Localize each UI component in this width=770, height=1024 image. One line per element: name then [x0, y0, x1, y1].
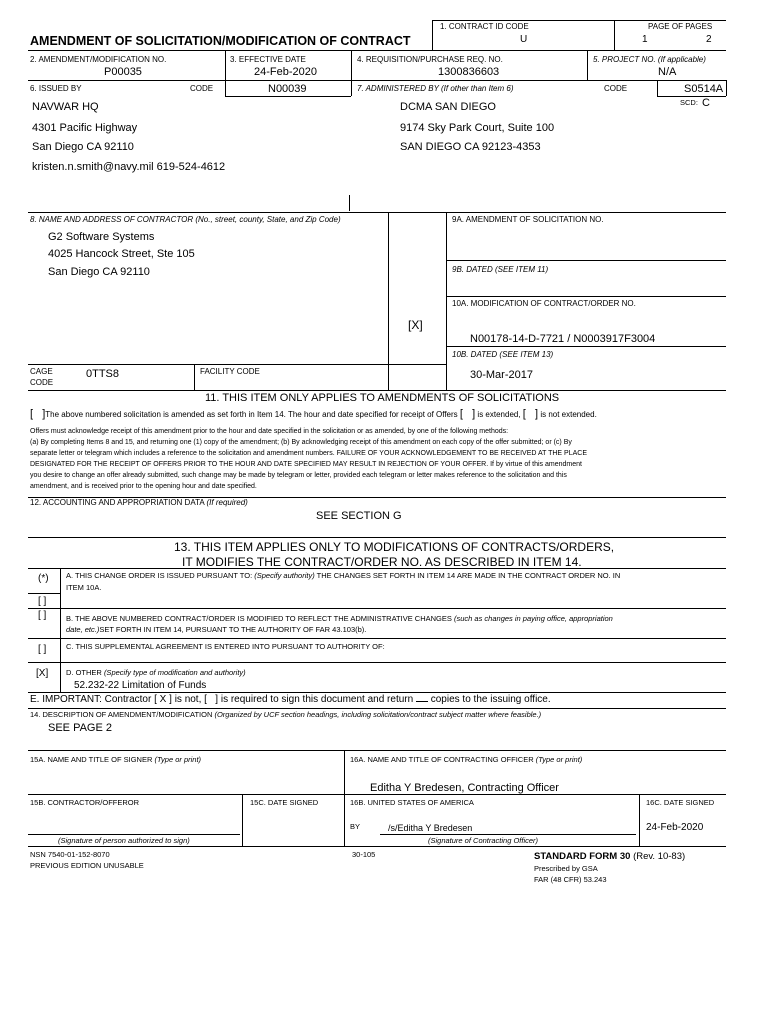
item-e-line: [30, 694, 551, 705]
item11-text-a: The above numbered solicitation is amended as set forth in Item 14. The hour and date specified for receipt of Offers: [45, 410, 458, 419]
contractor-line: San Diego CA 92110: [48, 266, 150, 278]
item13-a-italic: (Specify authority): [254, 571, 315, 580]
item13-a-line2: ITEM 10A.: [66, 583, 102, 592]
item13-b-mark[interactable]: [ ]: [38, 610, 47, 621]
item13-a-post: THE CHANGES SET FORTH IN ITEM 14 ARE MADE IN THE CONTRACT ORDER NO. IN: [316, 571, 621, 580]
box9b-label: 9B. DATED (SEE ITEM 11): [452, 265, 549, 274]
item11-body-line: (a) By completing Items 8 and 15, and returning one (1) copy of the amendment; (b) By acknowledging receipt of this amendment on each copy of the offer submitted; or (c) By: [30, 439, 572, 446]
item12-label: [30, 498, 248, 507]
box10a-value: N00178-14-D-7721 / N0003917F3004: [470, 333, 656, 345]
item14-value: SEE PAGE 2: [48, 722, 112, 734]
box15a-label-italic: (Type or print): [154, 755, 202, 764]
scd-value: C: [702, 97, 710, 109]
item12-label-italic: (If required): [206, 498, 248, 507]
sf-title-bold: STANDARD FORM 30: [534, 851, 631, 862]
item13-title-2: IT MODIFIES THE CONTRACT/ORDER NO. AS DESCRIBED IN ITEM 14.: [182, 555, 582, 569]
box10a-checkbox[interactable]: [X]: [408, 318, 423, 332]
item14-label-italic: (Organized by UCF section headings, including solicitation/contract subject matter where feasible.): [214, 710, 542, 719]
box7-code-value: S0514A: [684, 83, 724, 95]
item13-c-text: C. THIS SUPPLEMENTAL AGREEMENT IS ENTERED INTO PURSUANT TO AUTHORITY OF:: [66, 642, 385, 651]
item13-b-pre: B. THE ABOVE NUMBERED CONTRACT/ORDER IS MODIFIED TO REFLECT THE ADMINISTRATIVE CHANGES: [66, 614, 452, 623]
sf-title-rev: (Rev. 10-83): [633, 851, 686, 862]
item13-b-line2: [66, 625, 366, 634]
box3-value: 24-Feb-2020: [254, 66, 317, 78]
box6-code-value: N00039: [268, 83, 307, 95]
sig15-caption: (Signature of person authorized to sign): [58, 836, 190, 845]
item13-title-1: 13. THIS ITEM APPLIES ONLY TO MODIFICATIONS OF CONTRACTS/ORDERS,: [174, 540, 615, 554]
item13-a-mark[interactable]: (*): [38, 573, 49, 584]
box8-label: 8. NAME AND ADDRESS OF CONTRACTOR (No., street, county, State, and Zip Code): [30, 215, 341, 224]
box7-label: 7. ADMINISTERED BY (If other than Item 6): [357, 84, 514, 93]
administrator-line: SAN DIEGO CA 92123-4353: [400, 141, 541, 153]
box4-label: 4. REQUISITION/PURCHASE REQ. NO.: [357, 55, 503, 64]
contractor-line: 4025 Hancock Street, Ste 105: [48, 248, 195, 260]
not-extended-checkbox[interactable]: [ ]: [522, 408, 539, 420]
box16a-label: [350, 755, 582, 764]
item13-b-line2-italic: date, etc.): [66, 625, 100, 634]
item13-blank-mark[interactable]: [ ]: [38, 596, 47, 607]
item13-a-pre: A. THIS CHANGE ORDER IS ISSUED PURSUANT TO:: [66, 571, 253, 580]
box5-label: 5. PROJECT NO. (If applicable): [593, 55, 706, 64]
box10b-label: 10B. DATED (SEE ITEM 13): [452, 350, 554, 359]
box2-value: P00035: [104, 66, 142, 78]
box1-label: 1. CONTRACT ID CODE: [440, 22, 529, 31]
box4-value: 1300836603: [438, 66, 500, 78]
contractor-is-mark: X: [159, 694, 167, 705]
item13-d-italic: (Specify type of modification and authority): [103, 668, 246, 677]
extended-checkbox[interactable]: [ ]: [459, 408, 476, 420]
cage-value: 0TTS8: [86, 368, 120, 380]
administrator-line: DCMA SAN DIEGO: [400, 101, 496, 113]
by-signature: /s/Editha Y Bredesen: [388, 823, 473, 833]
cage-label-2: CODE: [30, 378, 54, 387]
item13-b-line2-text: SET FORTH IN ITEM 14, PURSUANT TO THE AUTHORITY OF FAR 43.103(b).: [99, 625, 367, 634]
item11-body-line: you desire to change an offer already submitted, such change may be made by telegram or letter, provided each telegram or letter makes reference to the solicitation and this: [30, 472, 567, 479]
nsn: NSN 7540-01-152-8070: [30, 850, 110, 859]
facility-label: FACILITY CODE: [200, 367, 260, 376]
item11-checkbox[interactable]: [ ]: [30, 408, 46, 420]
issuer-line: San Diego CA 92110: [32, 141, 134, 153]
form-title: AMENDMENT OF SOLICITATION/MODIFICATION OF CONTRACT: [30, 34, 411, 48]
form-number: 30-105: [352, 850, 376, 859]
scd-label: SCD:: [680, 98, 698, 107]
item13-b-text: [66, 614, 613, 623]
previous-edition: PREVIOUS EDITION UNUSABLE: [30, 861, 144, 870]
administrator-line: 9174 Sky Park Court, Suite 100: [400, 122, 555, 134]
item13-b-italic: (such as changes in paying office, appropriation: [454, 614, 613, 623]
item-e-text-a: E. IMPORTANT: Contractor: [30, 694, 152, 705]
page-value: 1: [642, 34, 648, 45]
item13-d-text: [66, 668, 246, 677]
box6-code-label: CODE: [190, 84, 214, 93]
box15c-label: 15C. DATE SIGNED: [250, 798, 319, 807]
box10a-label: 10A. MODIFICATION OF CONTRACT/ORDER NO.: [452, 299, 636, 308]
box6-label: 6. ISSUED BY: [30, 84, 82, 93]
box16c-label: 16C. DATE SIGNED: [646, 798, 715, 807]
by-label: BY: [350, 822, 361, 831]
copies-blank[interactable]: [416, 701, 428, 702]
item-e-text-c: is required to sign this document and return: [220, 694, 414, 705]
item14-label-text: 14. DESCRIPTION OF AMENDMENT/MODIFICATION: [30, 710, 213, 719]
page-of-pages-label: PAGE OF PAGES: [648, 22, 713, 31]
box7-code-label: CODE: [604, 84, 628, 93]
box16a-label-italic: (Type or print): [535, 755, 583, 764]
box15a-label: [30, 755, 201, 764]
box2-label: 2. AMENDMENT/MODIFICATION NO.: [30, 55, 167, 64]
prescribed-by: Prescribed by GSA: [534, 864, 598, 873]
item13-d-pre: D. OTHER: [66, 668, 102, 677]
cage-label: CAGE: [30, 367, 53, 376]
item11-body-line: Offers must acknowledge receipt of this amendment prior to the hour and date specified in the solicitation or as amended, by one of the following methods:: [30, 428, 509, 435]
sig16-caption: (Signature of Contracting Officer): [428, 836, 539, 845]
item11-body: [30, 426, 587, 492]
contractor-is-checkbox[interactable]: [ X ]: [154, 694, 172, 705]
box16c-value: 24-Feb-2020: [646, 822, 704, 833]
item12-label-text: 12. ACCOUNTING AND APPROPRIATION DATA: [30, 498, 205, 507]
item11-title: 11. THIS ITEM ONLY APPLIES TO AMENDMENTS OF SOLICITATIONS: [205, 392, 560, 404]
item11-line1: [30, 408, 597, 420]
issuer-line: NAVWAR HQ: [32, 101, 99, 113]
item11-body-line: DESIGNATED FOR THE RECEIPT OF OFFERS PRIOR TO THE HOUR AND DATE SPECIFIED MAY RESULT IN REJECTION OF YOUR OFFER. If by virtue of this amendment: [30, 461, 582, 468]
item12-value: SEE SECTION G: [316, 510, 402, 522]
box5-value: N/A: [658, 66, 677, 78]
far-reference: FAR (48 CFR) 53.243: [534, 875, 607, 884]
sf-title: [534, 851, 685, 862]
pages-value: 2: [706, 34, 712, 45]
item13-a-text: [66, 571, 620, 580]
box15b-label: 15B. CONTRACTOR/OFFEROR: [30, 798, 140, 807]
issuer-line: 4301 Pacific Highway: [32, 122, 138, 134]
box16a-label-text: 16A. NAME AND TITLE OF CONTRACTING OFFICER: [350, 755, 534, 764]
item11-text-c: is not extended.: [540, 410, 597, 419]
contractor-required-checkbox[interactable]: [ ]: [204, 694, 219, 705]
box9a-label: 9A. AMENDMENT OF SOLICITATION NO.: [452, 215, 604, 224]
item-e-text-d: copies to the issuing office.: [430, 694, 551, 705]
item13-d-mark[interactable]: [X]: [36, 668, 49, 679]
item-e-text-b: is not,: [174, 694, 202, 705]
item13-c-mark[interactable]: [ ]: [38, 644, 47, 655]
box10b-value: 30-Mar-2017: [470, 369, 533, 381]
box16b-label: 16B. UNITED STATES OF AMERICA: [350, 798, 474, 807]
item14-label: [30, 710, 541, 719]
box15a-label-text: 15A. NAME AND TITLE OF SIGNER: [30, 755, 153, 764]
issuer-line: kristen.n.smith@navy.mil 619-524-4612: [32, 161, 226, 173]
box1-value: U: [520, 34, 528, 45]
box16a-value: Editha Y Bredesen, Contracting Officer: [370, 782, 559, 794]
contractor-line: G2 Software Systems: [48, 231, 155, 243]
item11-text-b: is extended,: [477, 410, 521, 419]
item13-d-value: 52.232-22 Limitation of Funds: [74, 680, 207, 691]
item11-body-line: separate letter or telegram which includes a reference to the solicitation and amendment numbers. FAILURE OF YOUR ACKNOWLEDGEMENT TO BE RECEIVED AT THE PLACE: [30, 450, 587, 457]
item11-body-line: amendment, and is received prior to the opening hour and date specified.: [30, 483, 257, 490]
box3-label: 3. EFFECTIVE DATE: [230, 55, 306, 64]
